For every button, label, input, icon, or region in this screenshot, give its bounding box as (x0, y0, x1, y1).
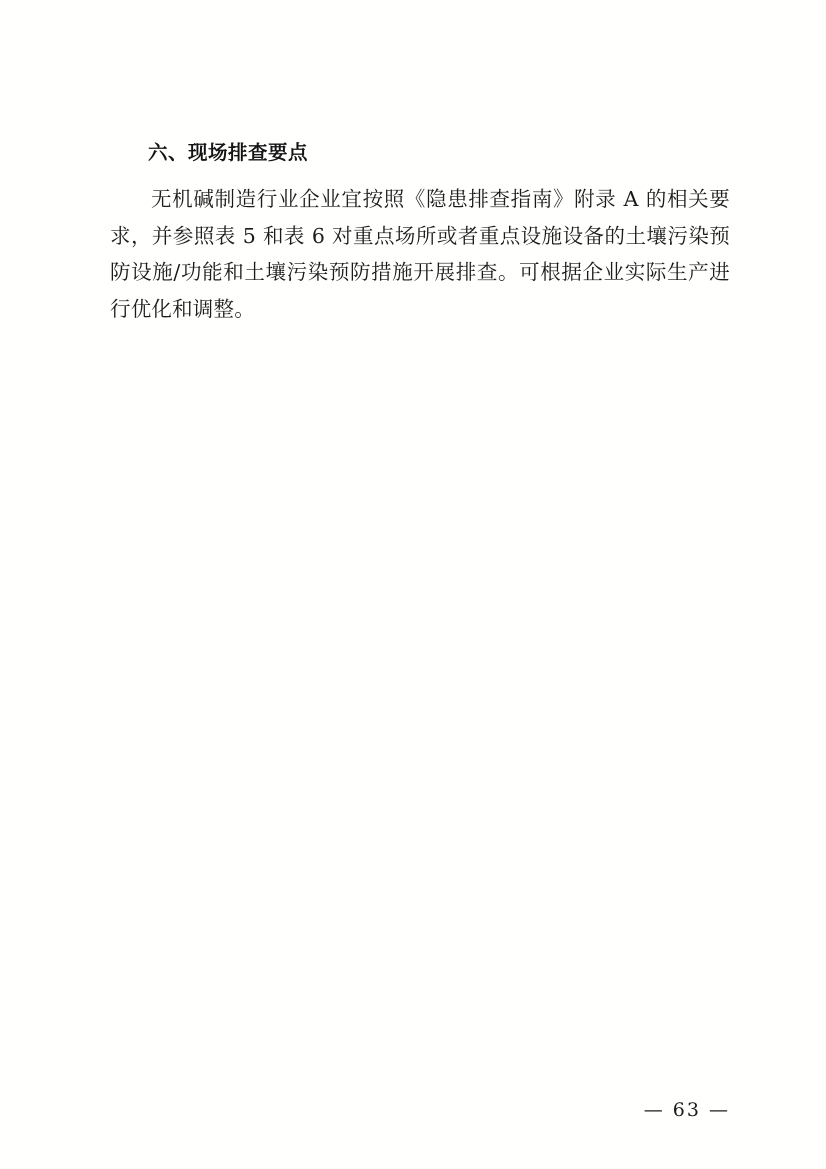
page-number: — 63 — (643, 1099, 730, 1121)
section-paragraph: 无机碱制造行业企业宜按照《隐患排查指南》附录 A 的相关要求，并参照表 5 和表 6 对重点场所或者重点设施设备的土壤污染预防设施/功能和土壤污染预防措施开展排查。可根据企业实际生产进行优化和调整。 (110, 187, 730, 321)
page-content (110, 138, 730, 327)
section-heading: 六、现场排查要点 (148, 141, 309, 164)
